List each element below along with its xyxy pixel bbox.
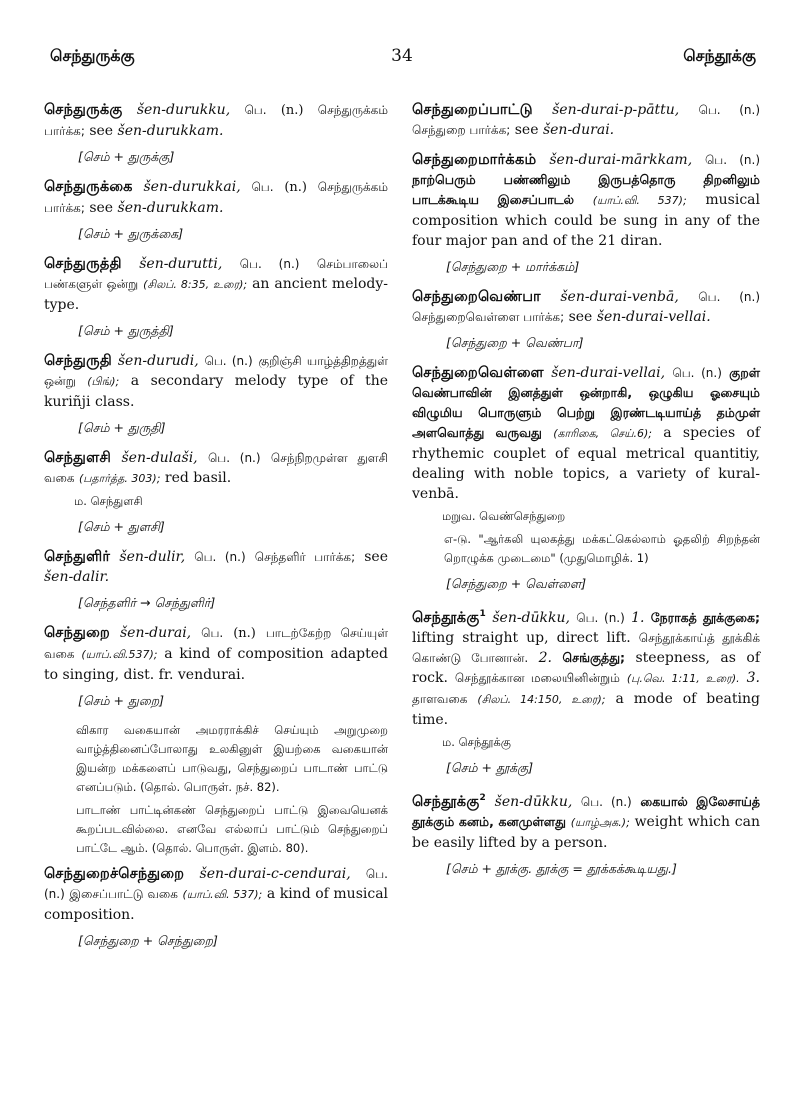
definition-english: see — [355, 549, 388, 565]
transliteration: šen-durai, — [119, 625, 192, 641]
definition-english: see — [510, 122, 543, 138]
dictionary-entry — [412, 363, 760, 594]
headword: செந்துறைவெள்ளை — [412, 365, 544, 381]
right-column — [412, 100, 760, 961]
dictionary-entry — [412, 287, 760, 353]
homonym-number: 2 — [479, 792, 487, 803]
definition-english: an ancient melody-type. — [44, 276, 388, 313]
dictionary-entry — [44, 351, 388, 438]
definition-english: see — [84, 200, 118, 216]
headword: செந்துளசி — [44, 450, 112, 466]
part-of-speech: பெ. (n.) — [576, 610, 625, 625]
part-of-speech: பெ. (n.) — [672, 366, 722, 380]
source-reference: (யாழ்அக.); — [570, 815, 630, 829]
page-header — [44, 46, 760, 86]
cross-reference: šen-durai-vellai. — [596, 309, 711, 325]
headword: செந்துருக்கு — [44, 102, 123, 118]
etymology: [செம் + துறை] — [78, 693, 165, 708]
etymology: [செம் + தூக்கு. தூக்கு = தூக்கக்கூடியது.] — [446, 860, 677, 876]
header-right-word: செந்தூக்கு — [683, 46, 756, 65]
source-reference: (பதார்த்த. 303); — [78, 472, 161, 485]
definition-tamil: பாடற்கேற்ற செய்யுள் வகை — [44, 626, 389, 661]
part-of-speech: பெ. — [244, 103, 267, 117]
etymology: [செம் + துருக்கை] — [78, 226, 184, 241]
definition-english: a mode of beating time. — [412, 690, 760, 728]
transliteration: šen-durukku, — [136, 102, 231, 118]
definition-english: weight which can be easily lifted by a person. — [412, 813, 760, 851]
definition-tamil: செந்நிறமுள்ள துளசி வகை — [44, 451, 388, 485]
headword: செந்துறைச்செந்துறை — [44, 866, 185, 882]
cross-reference: šen-dalir. — [44, 569, 110, 585]
transliteration: šen-durai-vellai, — [551, 365, 666, 381]
transliteration: šen-durai-p-pāttu, — [552, 102, 680, 118]
page-number: 34 — [391, 46, 413, 66]
dictionary-entry — [412, 100, 760, 140]
headword: செந்துறைவெண்பா — [412, 289, 541, 305]
definition-tamil: செங்குத்து; — [562, 649, 626, 665]
definition-english: a species of rhythemic couplet of equal metrical quantitiy, dealing with noble topics, a variety of kural-venbā. — [412, 425, 761, 502]
etymology: [செம் + துருக்கு] — [78, 149, 175, 164]
transliteration: šen-dulaši, — [121, 450, 198, 466]
dictionary-entry — [412, 150, 760, 277]
definition-tamil: நேராகத் தூக்குகை; — [650, 609, 761, 625]
transliteration: šen-durai-venbā, — [560, 289, 679, 305]
left-column — [44, 100, 388, 961]
definition-tamil: செம்பாலைப் பண்களுள் ஒன்று — [44, 257, 388, 291]
etymology: [செந்துறை + செந்துறை] — [78, 933, 218, 948]
source-reference: (சிலப். 14:150, உரை); — [477, 692, 606, 706]
source-reference: (யாப்.வி. 537); — [592, 194, 687, 207]
transliteration: šen-durudi, — [117, 353, 199, 369]
definition-tamil: குறிஞ்சி யாழ்த்திறத்துள் ஒன்று — [44, 354, 388, 388]
source-reference: (யாப்.வி.537); — [81, 648, 158, 661]
cross-reference: šen-durukkam. — [117, 123, 224, 139]
dictionary-entry — [44, 547, 388, 613]
part-of-speech-en: (n.) — [280, 103, 304, 118]
etymology: [செந்துறை + வெள்ளை] — [446, 576, 587, 591]
dictionary-entry — [412, 788, 760, 879]
source-reference: (சிலப். 8:35, உரை); — [143, 278, 248, 291]
sense-number: 1. — [631, 609, 645, 626]
definition-english: a kind of composition adapted to singing, dist. fr. vendurai. — [44, 646, 388, 683]
dictionary-entry — [44, 864, 388, 951]
definition-english: lifting straight up, direct lift. — [412, 629, 631, 646]
quotation: விகார வகையான் அமரராக்கிச் செய்யும் அறுமுறை வாழ்த்தினைப்போலாது உலகினுள் இயற்கை வகையான் இயன்ற மக்களைப் பாடுவது, செந்துறைப் பாடாண் பாட்டு எனப்படும். (தொல். பொருள். நச். 82). — [76, 723, 388, 794]
header-left-word: செந்துருக்கு — [50, 46, 135, 65]
headword: செந்துருக்கை — [44, 179, 133, 195]
transliteration: šen-dūkku, — [494, 793, 573, 810]
headword: செந்தூக்கு$^1$ — [412, 609, 487, 626]
homonym-number: 1 — [479, 609, 487, 619]
example-quotation: எ-டு. "ஆர்கலி யுலகத்து மக்கட்கெல்லாம் ஓதலிற் சிறந்தன் றொழுக்க முடைமை" (முதுமொழிக். 1) — [444, 532, 760, 565]
cross-reference: šen-durai. — [542, 122, 615, 138]
definition-english: red basil. — [160, 470, 232, 486]
transliteration: šen-durai-mārkkam, — [549, 152, 693, 168]
part-of-speech: பெ. — [251, 180, 274, 194]
etymology: [செந்துறை + மார்க்கம்] — [446, 259, 580, 274]
dictionary-entry — [44, 100, 388, 167]
part-of-speech: பெ. (n.) — [194, 550, 246, 564]
source-reference: (காரிகை, செய்.6); — [553, 427, 653, 440]
sense-number: 2. — [538, 649, 552, 666]
etymology: [செம் + துளசி] — [78, 519, 165, 534]
sense-number: 3. — [746, 669, 760, 686]
transliteration: šen-dulir, — [119, 549, 186, 565]
definition-tamil: குறள் வெண்பாவின் இனத்துள் ஒன்றாகி, ஒழுகிய ஓசையும் விழுமிய பொருளும் பெற்று இரண்டடியாய்த் தம்முள் அளவொத்து வருவது — [412, 365, 760, 440]
definition-tamil: கையால் இலேசாய்த் தூக்கும் கனம், கனமுள்ளது — [412, 793, 761, 829]
definition-tamil: செந்துறைவெள்ளை பார்க்க; — [412, 310, 565, 324]
part-of-speech: பெ. (n.) — [44, 867, 388, 901]
definition-english: see — [564, 309, 597, 325]
headword: செந்துருத்தி — [44, 256, 122, 272]
etymology: [செம் + தூக்கு] — [446, 759, 534, 775]
dictionary-entry — [44, 177, 388, 244]
headword: செந்துறை — [44, 625, 110, 641]
dictionary-entry — [412, 604, 760, 778]
cross-reference: šen-durukkam. — [117, 200, 224, 216]
etymology: [செம் + துருத்தி] — [78, 323, 174, 338]
headword: செந்துருதி — [44, 353, 113, 369]
headword: செந்துறைமார்க்கம் — [412, 152, 537, 168]
etymology: [செம் + துருதி] — [78, 420, 166, 435]
definition-tamil: செந்துறை பார்க்க; — [412, 123, 511, 137]
definition-english: steepness, as of rock. — [412, 649, 760, 686]
etymology: [செந்துறை + வெண்பா] — [446, 335, 584, 350]
definition-tamil: செந்துருக்கம் பார்க்க; — [44, 103, 389, 138]
part-of-speech: பெ. (n.) — [204, 354, 253, 368]
definition-tamil: நாற்பெரும் பண்ணிலும் இருபத்தொரு திறனிலும் பாடக்கூடிய இசைப்பாடல் — [412, 172, 760, 207]
dictionary-entry — [44, 623, 388, 858]
part-of-speech-en: (n.) — [284, 180, 307, 195]
synonym-note: மறுவ. வெண்செந்துறை — [442, 509, 566, 523]
headword: செந்தூக்கு$^2$ — [412, 792, 487, 810]
source-reference: (பு.வெ. 1:11, உரை). — [626, 671, 740, 685]
definition-tamil: இசைப்பாட்டு வகை — [69, 887, 178, 901]
source-reference: (பிங்); — [87, 375, 120, 388]
definition-english: a secondary melody type of the kuriñji class. — [44, 373, 389, 410]
definition-english: a kind of musical composition. — [44, 886, 389, 923]
dictionary-entry — [44, 448, 388, 537]
part-of-speech: பெ. (n.) — [580, 794, 632, 809]
dictionary-entry — [44, 254, 388, 341]
definition-tamil: செந்தளிர் பார்க்க; — [254, 550, 356, 564]
cognate-note: ம. செந்துளசி — [74, 494, 143, 508]
usage-example: செந்தூக்காய்த் தூக்கிக் கொண்டு போனான். — [412, 630, 760, 665]
part-of-speech: பெ. (n.) — [207, 451, 261, 465]
quotation: பாடாண் பாட்டின்கண் செந்துறைப் பாட்டு இவையெனக் கூறப்படவில்லை. எனவே எல்லாப் பாட்டும் செந்துறைப் பாட்டே ஆம். (தொல். பொருள். இளம். 80). — [76, 803, 388, 855]
transliteration: šen-durukkai, — [143, 179, 241, 195]
headword: செந்துளிர் — [44, 549, 111, 565]
transliteration: šen-durai-c-cendurai, — [199, 866, 351, 882]
part-of-speech: பெ. (n.) — [698, 103, 761, 117]
definition-tamil: செந்துருக்கம் பார்க்க; — [44, 180, 389, 215]
source-reference: (யாப்.வி. 537); — [182, 888, 263, 901]
cognate-note: ம. செந்தூக்கு — [442, 734, 511, 749]
definition-tamil: தாளவகை — [412, 691, 468, 706]
part-of-speech: பெ. — [201, 626, 224, 640]
part-of-speech: பெ. (n.) — [704, 153, 760, 167]
part-of-speech-en: (n.) — [233, 626, 256, 641]
headword: செந்துறைப்பாட்டு — [412, 102, 533, 118]
part-of-speech: பெ. (n.) — [698, 290, 761, 304]
part-of-speech: பெ. (n.) — [239, 257, 300, 271]
definition-english: see — [84, 123, 118, 139]
etymology: [செந்தளிர் → செந்துளிர்] — [78, 595, 216, 610]
transliteration: šen-dūkku, — [492, 609, 570, 626]
definition-english: musical composition which could be sung in any of the four major pan and of the 21 diran. — [412, 192, 761, 249]
transliteration: šen-durutti, — [139, 256, 223, 272]
usage-example: செந்தூக்கான மலையினின்றும் — [454, 670, 620, 685]
